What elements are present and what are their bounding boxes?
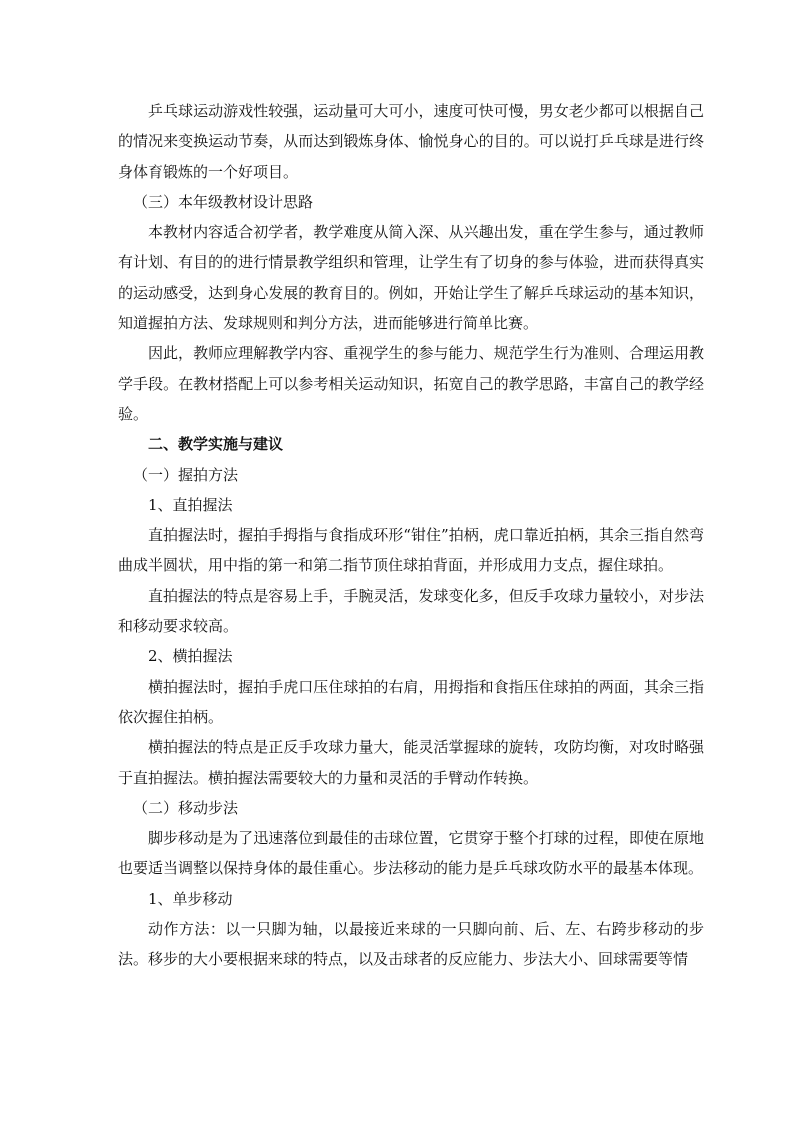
- document-page: [118, 96, 704, 975]
- paragraph-footwork-intro: 脚步移动是为了迅速落位到最佳的击球位置，它贯穿于整个打球的过程，即使在原地也要适当调整以保持身体的最佳重心。步法移动的能力是乒乓球攻防水平的最基本体现。: [118, 829, 704, 878]
- paragraph-teacher-guidance: 因此，教师应理解教学内容、重视学生的参与能力、规范学生行为准则、合理运用教学手段。在教材搭配上可以参考相关运动知识，拓宽自己的教学思路，丰富自己的教学经验。: [118, 344, 704, 423]
- heading-teaching-implementation: 二、教学实施与建议: [148, 435, 284, 454]
- heading-textbook-design: （三）本年级教材设计思路: [133, 192, 314, 211]
- paragraph-single-step: 动作方法：以一只脚为轴，以最接近来球的一只脚向前、后、左、右跨步移动的步法。移步的大小要根据来球的特点，以及击球者的反应能力、步法大小、回球需要等情: [118, 920, 704, 969]
- paragraph-shakehand-method: 横拍握法时，握拍手虎口压住球拍的右肩，用拇指和食指压住球拍的两面，其余三指依次握住拍柄。: [118, 677, 704, 726]
- paragraph-intro: 乒乓球运动游戏性较强，运动量可大可小，速度可快可慢，男女老少都可以根据自己的情况来变换运动节奏，从而达到锻炼身体、愉悦身心的目的。可以说打乒乓球是进行终身体育锻炼的一个好项目。: [118, 102, 704, 181]
- paragraph-textbook-design: 本教材内容适合初学者，教学难度从简入深、从兴趣出发，重在学生参与，通过教师有计划、有目的的进行情景教学组织和管理，让学生有了切身的参与体验，进而获得真实的运动感受，达到身心发展的教育目的。例如，开始让学生了解乒乓球运动的基本知识，知道握拍方法、发球规则和判分方法，进而能够进行简单比赛。: [118, 223, 704, 333]
- paragraph-shakehand-features: 横拍握法的特点是正反手攻球力量大，能灵活掌握球的旋转，攻防均衡，对攻时略强于直拍握法。横拍握法需要较大的力量和灵活的手臂动作转换。: [118, 738, 704, 787]
- paragraph-penhold-features: 直拍握法的特点是容易上手，手腕灵活，发球变化多，但反手攻球力量较小，对步法和移动要求较高。: [118, 586, 704, 636]
- heading-penhold-grip: 1、直拍握法: [148, 495, 233, 514]
- paragraph-penhold-method: 直拍握法时，握拍手拇指与食指成环形“钳住”拍柄，虎口靠近拍柄，其余三指自然弯曲成半圆状，用中指的第一和第二指节顶住球拍背面，并形成用力支点，握住球拍。: [118, 526, 704, 575]
- heading-single-step: 1、单步移动: [148, 889, 233, 908]
- heading-grip-methods: （一）握拍方法: [133, 465, 239, 484]
- heading-shakehand-grip: 2、横拍握法: [148, 647, 233, 666]
- heading-footwork: （二）移动步法: [133, 798, 239, 817]
